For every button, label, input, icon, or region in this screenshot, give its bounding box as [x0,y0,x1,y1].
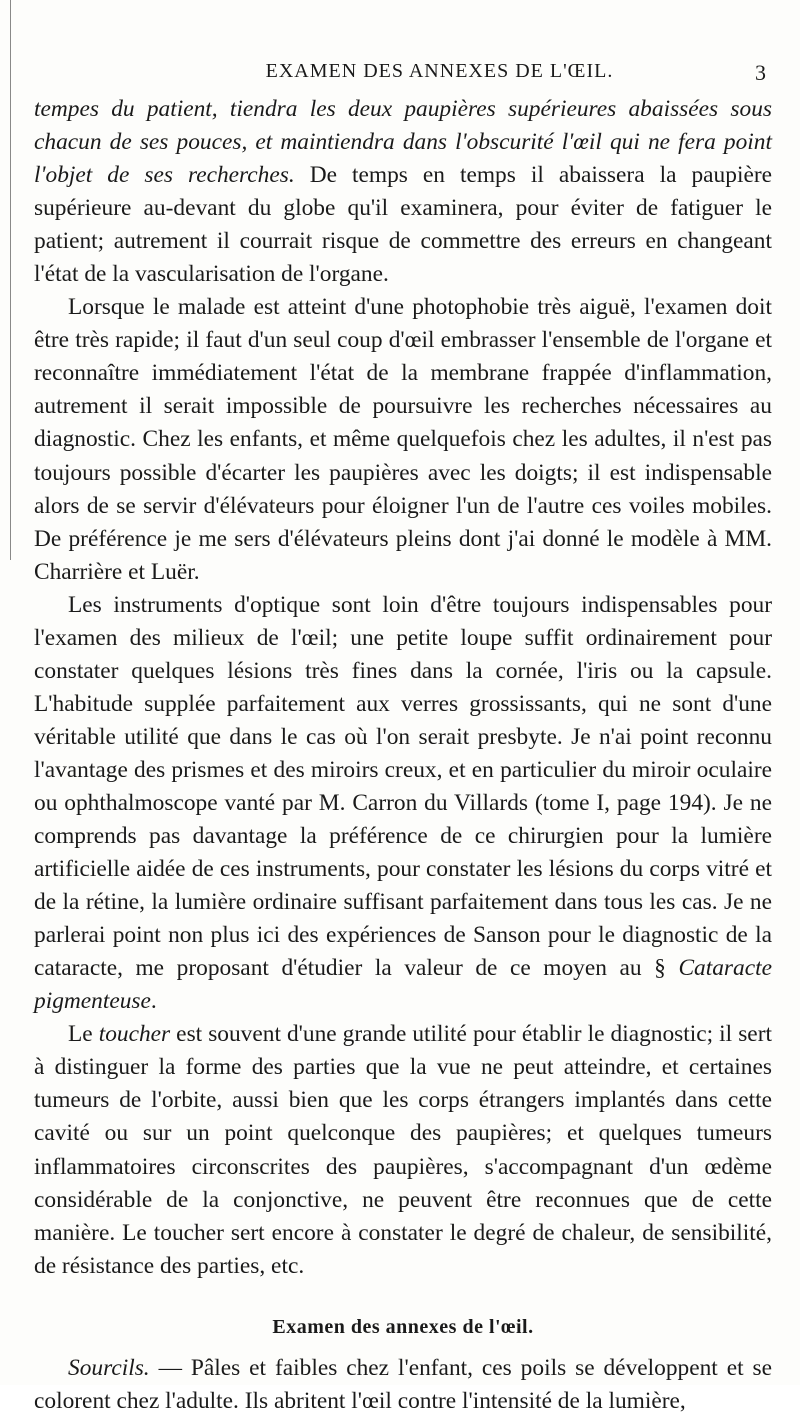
running-head: EXAMEN DES ANNEXES DE L'ŒIL. [265,60,614,82]
paragraph-3 [34,589,772,1019]
text-run: De temps en temps il abaissera la paupière supérieure au-devant du globe qu'il examinera, pour éviter de fatiguer le patient; autrement il courrait risque de commettre des erreurs en changeant l'état de la vascularisation de l'organe. [34,162,773,288]
paragraph-4 [34,1018,772,1282]
paragraph-1 [34,93,772,291]
italic-text-run: Sourcils. [68,1354,150,1381]
text-run: Lorsque le malade est atteint d'une photophobie très aiguë, l'examen doit être très rapide; il faut d'un seul coup d'œil embrasser l'ensemble de l'organe et reconnaître immédiatement l'état de la membrane frappée d'inflammation, autrement il serait impossible de poursuivre les recherches nécessaires au diagnostic. Chez les enfants, et même quelquefois chez les adultes, il n'est pas toujours possible d'écarter les paupières avec les doigts; il est indispensable alors de se servir d'élévateurs pour éloigner l'un de l'autre ces voiles mobiles. De préférence je me sers d'élévateurs pleins dont j'ai donné le modèle à MM. Charrière et Luër. [34,294,772,585]
text-run: . [150,988,157,1015]
body-text [34,93,772,1418]
page-number: 3 [755,60,766,85]
italic-text-run: toucher [98,1021,171,1048]
page-header [107,60,772,94]
page-gutter-line [10,0,11,560]
text-run: est souvent d'une grande utilité pour établir le diagnostic; il sert à distinguer la forme des parties que la vue ne peut atteindre, et certaines tumeurs de l'orbite, aussi bien que les corps étrangers implantés dans cette cavité ou sur un point quelconque des paupières; et quelques tumeurs inflammatoires circonscrites des paupières, s'accompagnant d'un œdème considérable de la conjonctive, ne peuvent être reconnues que de cette manière. Le toucher sert encore à constater le degré de chaleur, de sensibilité, de résistance des parties, etc. [34,1021,772,1279]
text-run: — Pâles et faibles chez l'enfant, ces poils se développent et se colorent chez l'adulte. Ils abritent l'œil contre l'intensité de la lumière, [34,1354,772,1414]
text-run: Les instruments d'optique sont loin d'être toujours indispensables pour l'examen des milieux de l'œil; une petite loupe suffit ordinairement pour constater quelques lésions très fines dans la cornée, l'iris ou la capsule. L'habitude supplée parfaitement aux verres grossissants, qui ne sont d'une véritable utilité que dans le cas où l'on serait presbyte. Je n'ai point reconnu l'avantage des prismes et des miroirs creux, et en particulier du miroir oculaire ou ophthalmoscope vanté par M. Carron du Villards (tome I, page 194). Je ne comprends pas davantage la préférence de ce chirurgien pour la lumière artificielle aidée de ces instruments, pour constater les lésions du corps vitré et de la rétine, la lumière ordinaire suffisant parfaitement dans tous les cas. Je ne parlerai point non plus ici des expériences de Sanson pour le diagnostic de la cataracte, me proposant d'étudier la valeur de ce moyen au § [34,591,772,982]
section-heading: Examen des annexes de l'œil. [272,1315,534,1338]
paragraph-2 [34,291,772,588]
text-run: Le [68,1021,99,1048]
italic-text-run: Cataracte pigmenteuse [34,955,772,1015]
italic-text-run: tempes du patient, tiendra les deux paupières supérieures abaissées sous chacun de ses pouces, et maintiendra dans l'obscurité l'œil qui ne fera point l'objet de ses recherches. [34,96,772,189]
